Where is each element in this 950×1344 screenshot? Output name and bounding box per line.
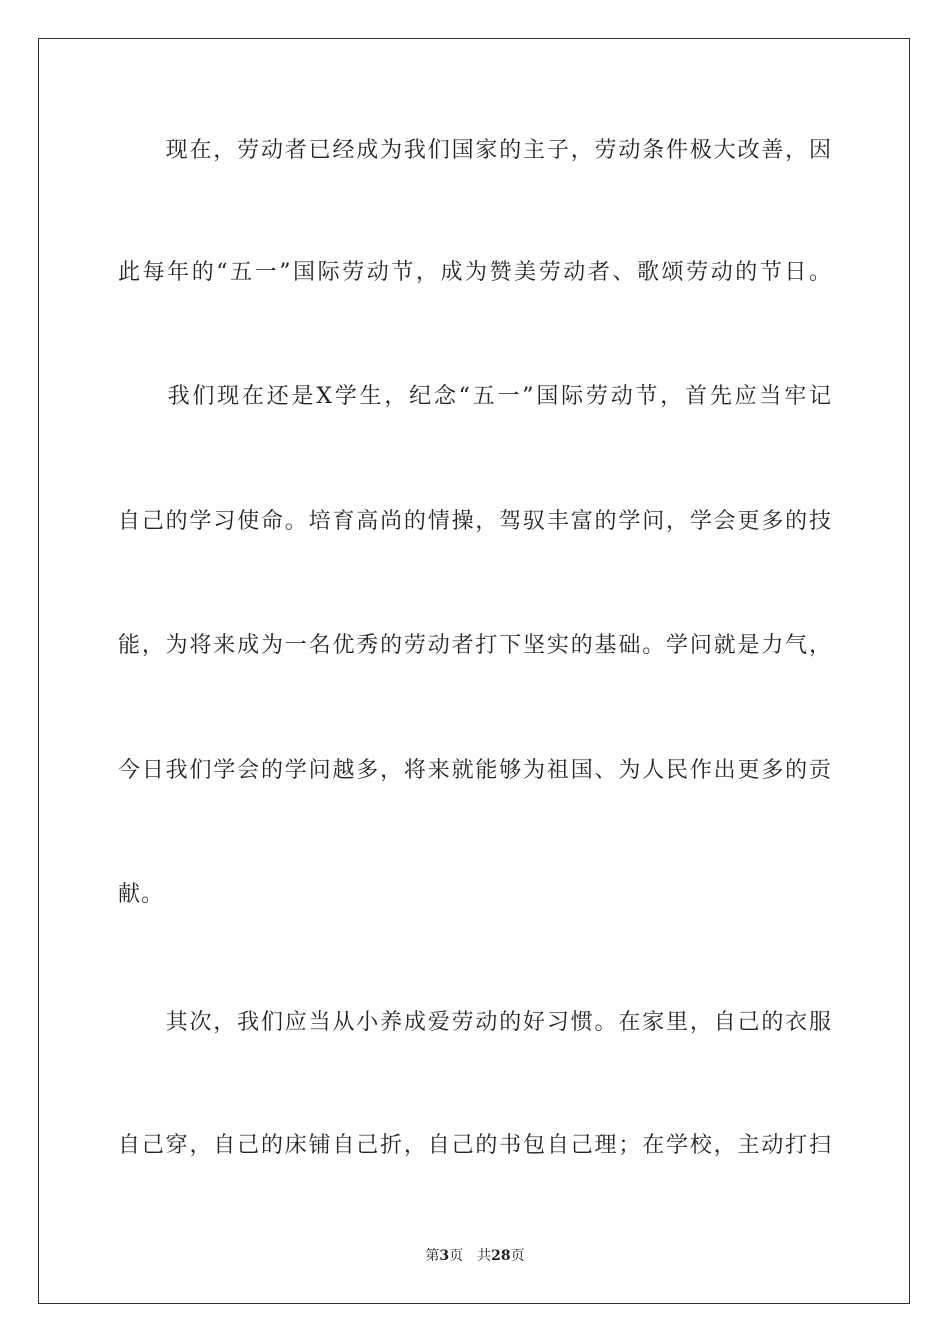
text-line: 其次，我们应当从小养成爱劳动的好习惯。在家里，自己的衣服 (118, 1010, 832, 1035)
text-line: 现在，劳动者已经成为我们国家的主子，劳动条件极大改善，因 (118, 138, 832, 163)
total-pages-prefix: 共 (477, 1248, 492, 1264)
text-line: 献。 (118, 882, 165, 907)
page-footer (0, 1247, 950, 1265)
text-line: 此每年的“五一”国际劳动节，成为赞美劳动者、歌颂劳动的节日。 (118, 260, 832, 285)
total-pages-suffix: 页 (510, 1248, 525, 1264)
page-number-suffix: 页 (449, 1248, 464, 1264)
page-number: 3 (439, 1248, 450, 1264)
page-number-prefix: 第 (425, 1248, 440, 1264)
text-line: 能，为将来成为一名优秀的劳动者打下坚实的基础。学问就是力气， (118, 633, 832, 658)
total-pages: 28 (491, 1248, 511, 1264)
text-line: 自己穿，自己的床铺自己折，自己的书包自己理；在学校，主动打扫 (118, 1133, 832, 1158)
text-line: 我们现在还是X学生，纪念“五一”国际劳动节，首先应当牢记 (118, 384, 832, 409)
text-line: 自己的学习使命。培育高尚的情操，驾驭丰富的学问，学会更多的技 (118, 509, 832, 534)
text-line: 今日我们学会的学问越多，将来就能够为祖国、为人民作出更多的贡 (118, 758, 832, 783)
page-border (38, 38, 910, 1304)
